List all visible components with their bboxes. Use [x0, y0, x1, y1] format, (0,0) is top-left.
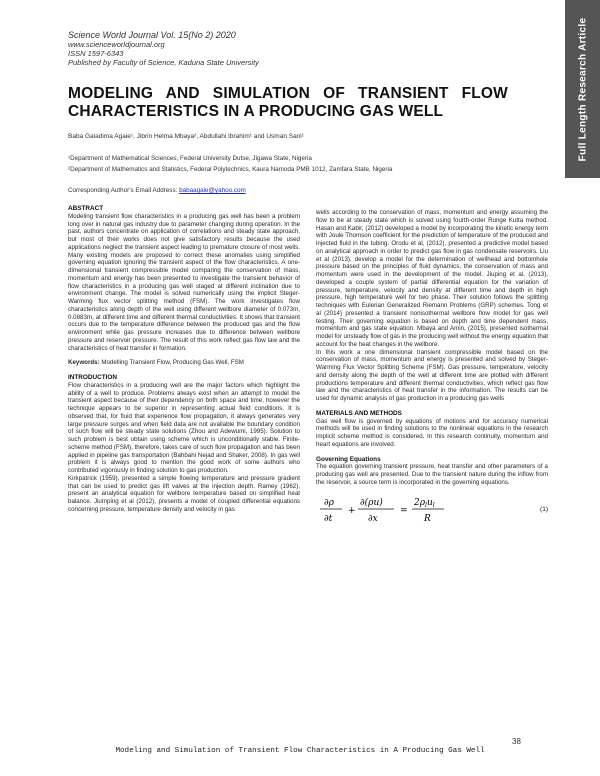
equation-1 [316, 493, 548, 529]
introduction-heading: INTRODUCTION [68, 374, 117, 381]
journal-website[interactable]: www.scienceworldjournal.org [68, 40, 165, 49]
methods-text: Gas well flow is governed by equations of motions and for accuracy numerical methods will be used in finding solutions to the nonlinear equations in the research implicit scheme method is considered. In this research continuity, momentum and heart equations are involved. [316, 417, 548, 448]
eq-denominator-2: ∂x [368, 513, 378, 524]
author-list: Baba Galadima Agaie¹, Jibrin Helma Mbaya², Abdullahi Ibrahim¹ and Usman Sani¹ [68, 133, 304, 140]
eq-plus: + [348, 505, 356, 516]
eq-equals: = [400, 505, 408, 516]
introduction-paragraph-2: Kirkpatrick (1959), presented a simple flowing temperature and pressure gradient that can be used to predict gas lift valves at the injection depth. Ramey (1962), present an analytical equation for wellbore temperature based on simplified heat balance. Jiumping et al (2012), presents a model of coupled differential equations concerning pressure, temperature density and velocity in gas [68, 474, 300, 513]
paper-title: MODELING AND SIMULATION OF TRANSIENT FLOW CHARACTERISTICS IN A PRODUCING GAS WELL [68, 85, 508, 120]
journal-issn: ISSN 1597-6343 [68, 49, 124, 58]
eq-numerator-2: ∂(ρu) [360, 497, 383, 508]
introduction-paragraph-3: wells according to the conservation of mass, momentum and energy assuming the flow to be at steady state which is solved using fourth-order Runge Kutta method. Hasan and Kabir, (2012) developed a model by incorporating the kinetic energy term with Joule Thomson coefficient for the prediction of temperature of the produced and injected fluid in the tubing. Orodu et al, (2012), presented a predictive model based on analytical approach in order to predict gas flow in gas condensate reservoirs. Liu et al (2013), develop a model for the determination of wellhead and bottomhole pressure based on the principles of fluid dynamics, the conservation of mass and momentum were used in the development of the model. Jiuping et al, (2013), developed a couple system of partial differential equation for the variation of pressure, temperature, velocity and density at different time and depth in high pressure, high temperature well for two phase. Their solution follows the splitting techniques with Eulerian Generalized Riemann Problems (GRP) schemes. Tong et al (2014) presented a transient nonisothermal wellbore flow model for gas well testing. Their governing equation is based on depth and time dependent mass, momentum and gas state equation. Mbaya and Amin, (2015), presented isothermal model for unsteady flow of gas in the producing well without the energy equation that account for the heat changes in the wellbore. [316, 209, 548, 348]
journal-name: Science World Journal Vol. 15(No 2) 2020 [68, 30, 236, 40]
methods-heading: MATERIALS AND METHODS [316, 409, 402, 417]
governing-equations-text: The equation governing transient pressure, heat transfer and other parameters of a producing gas well are presented. Due to the transient nature during the inflow from the reservoir, a source term is incorporated in the governing equations. [316, 463, 548, 486]
affiliation-1: ¹Department of Mathematical Sciences, Federal University Dutse, Jigawa State, Nigeria [68, 155, 312, 162]
page-number: 38 [512, 737, 521, 746]
journal-publisher: Published by Faculty of Science, Kaduna State University [68, 58, 259, 67]
corresponding-author [68, 187, 246, 194]
eq-rhs-2rho: 2ρ [414, 497, 426, 508]
abstract-heading: ABSTRACT [68, 205, 104, 212]
introduction-paragraph-4: In this work a one dimensional transient compressible model based on the conservation of mass, momentum and energy is presented and solved by Steger-Warming Flux Vector Splitting Scheme (FSM). Gas pressure, temperature, velocity and density along the depth of the well at different time are plotted with different productions temperature and different thermal conductivities, which reflect gas flow law and the characteristics of heat transfer in the information. The results can be used for dynamic analysis of gas production in a producing gas wells [316, 348, 548, 402]
eq-numerator-1: ∂ρ [324, 497, 334, 508]
corresponding-label: Corresponding Author's Email Address: [68, 187, 180, 194]
eq-denominator-3: R [424, 513, 431, 524]
eq-rhs-sub-1: l [425, 501, 427, 509]
equation-1-formula [316, 493, 496, 529]
journal-header [68, 30, 259, 67]
eq-numerator-3 [413, 498, 435, 509]
governing-equations-heading: Governing Equations [316, 455, 381, 463]
abstract-text: Modeling transient flow characteristics in a producing gas well has been a problem long over in natural gas industry due to parameter changing during operation. In the past, authors concentrate on application of correlations and steady state approach, but most of their works does not give satisfactory results because the used applications neglect the transient aspect leading to premature closure of most wells. Many existing models are proposed to correct these anomalies using simplified governing equation ignoring the transient aspect of the flow characteristics. A one-dimensional transient compressible model comparing the conservation of mass, momentum and energy has been presented to investigate the transient behavior of flow characteristics in a producing gas well staged at different inclination due to environment change. The model is solved numerically using the implicit Steger-Warming flux vector splitting method (FSM). The work investigates flow characteristics along depth of the well using different wellbore diameter of 0.073m, 0.0883m, at different time and different thermal conductivities. It shows that transient occurs due to the temperature difference between the produced gas and the flow environment while gas pressure increases due to difference between wellbore pressure and reservoir pressure. The result of this work reflect gas flow law and the characteristics of heat transfer in formation. [68, 212, 300, 352]
right-column [316, 209, 548, 529]
keywords-text: Modelling Transient Flow, Producing Gas Well, FSM [99, 359, 244, 367]
introduction-paragraph-1: Flow characteristics in a producing well are the major factors which highlight the ability of a well to produce. Problems always exist when an attempt to model the transient aspect because of their dependency on both space and time, however the technique appears to be superior in representing actual field conditions. It is observed that, for fluid that experience flow propagation, it always generates very large pressure surges and when field data are not available the boundary condition of such flow will be steady state solutions (Zhou and Adewumi, 1995). Solution to such problem is best obtain using scheme which is unconditionally stable. Finite-scheme method (FSM), therefore, takes care of such flow propagation and has been applied in pipeline gas transportation (Bahbahi Nejad and Shaker, 2008). In gas well problem it is always good to mention the good work of some authors who contributed vigorously in finding solution to gas production. [68, 381, 300, 474]
left-column [68, 205, 300, 514]
article-type-banner [565, 0, 600, 178]
equation-1-number: (1) [540, 505, 548, 513]
keywords-label: Keywords: [68, 359, 100, 367]
running-footer: Modeling and Simulation of Transient Flow Characteristics in A Producing Gas Well [115, 747, 485, 755]
corresponding-email-link[interactable]: babaagaie@yahoo.com [179, 187, 246, 194]
eq-rhs-sub-2: l [432, 501, 435, 509]
keywords [68, 359, 300, 367]
eq-denominator-1: ∂t [324, 513, 333, 524]
article-type-label: Full Length Research Article [577, 17, 588, 161]
affiliation-2: ²Department of Mathematics and Statistics, Federal Polytechnics, Kaura Namoda PMB 1012, Zamfara State, Nigeria [68, 166, 393, 173]
eq-rhs-u: u [426, 497, 433, 508]
